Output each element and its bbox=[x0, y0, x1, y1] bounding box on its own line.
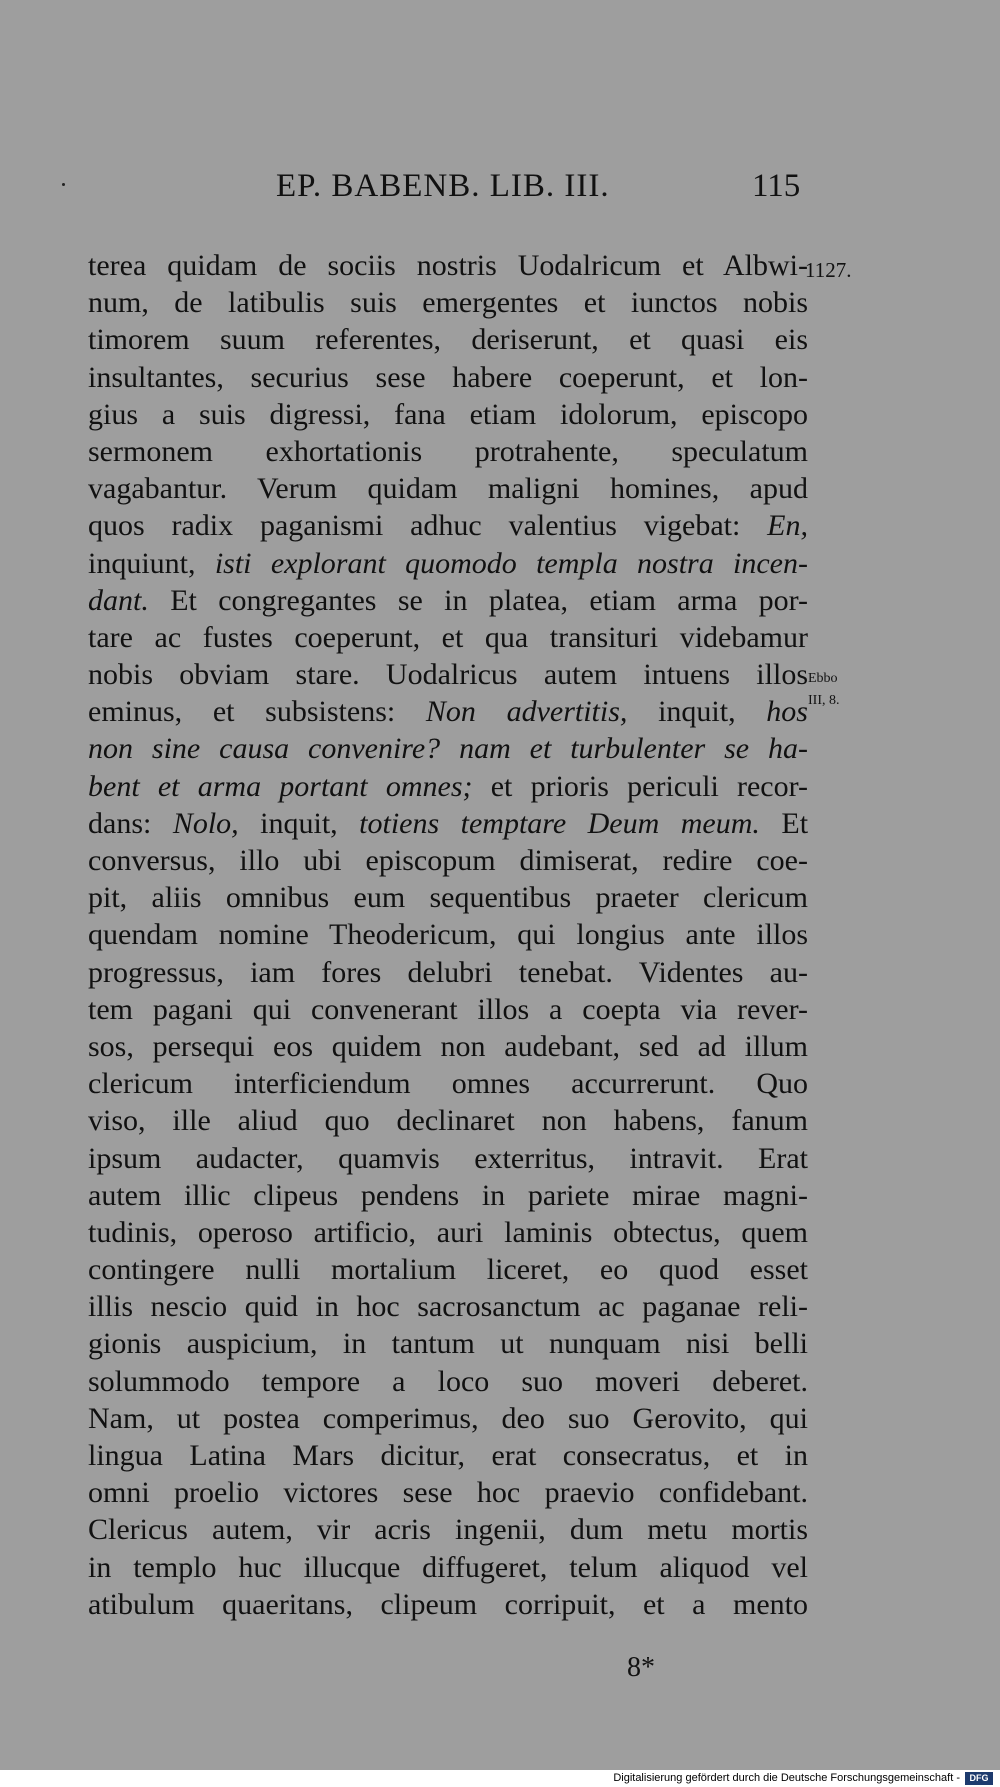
text-line: tem pagani qui convenerant illos a coepta via rever- bbox=[88, 992, 808, 1026]
text-line: in templo huc illucque diffugeret, telum aliquod vel bbox=[88, 1550, 808, 1584]
text-line: lingua Latina Mars dicitur, erat consecratus, et in bbox=[88, 1439, 808, 1472]
text-line bbox=[88, 693, 808, 730]
text-segment: quos radix paganismi adhuc valentius vigebat: bbox=[88, 509, 741, 543]
italic-segment: hos bbox=[766, 695, 808, 729]
text-line: atibulum quaeritans, clipeum corripuit, et a mento bbox=[88, 1587, 808, 1621]
footer-credit: Digitalisierung gefördert durch die Deutsche Forschungsgemeinschaft - bbox=[613, 1772, 960, 1784]
margin-source-reference bbox=[808, 668, 840, 712]
text-segment: et prioris periculi recor- bbox=[490, 769, 808, 803]
text-line: Clericus autem, vir acris ingenii, dum metu mortis bbox=[88, 1513, 808, 1547]
text-line: gius a suis digressi, fana etiam idolorum, episcopo bbox=[88, 397, 808, 431]
text-line: quendam nomine Theodericum, qui longius ante illos bbox=[88, 918, 808, 952]
text-segment: inquit, bbox=[260, 806, 338, 840]
text-line bbox=[88, 582, 808, 619]
text-line bbox=[88, 507, 808, 544]
text-line: timorem suum referentes, deriserunt, et quasi eis bbox=[88, 323, 808, 357]
text-line: nobis obviam stare. Uodalricus autem intuens illos bbox=[88, 658, 808, 692]
text-segment: Et congregantes se in platea, etiam arma por- bbox=[170, 583, 808, 617]
margin-year-note: 1127. bbox=[805, 258, 852, 282]
text-segment: inquit, bbox=[658, 695, 736, 729]
text-line: solummodo tempore a loco suo moveri deberet. bbox=[88, 1364, 808, 1398]
text-line: sos, persequi eos quidem non audebant, sed ad illum bbox=[88, 1029, 808, 1063]
margin-source-chapter: III, 8. bbox=[808, 693, 840, 708]
text-line: insultantes, securius sese habere coeperunt, et lon- bbox=[88, 360, 808, 394]
text-line: num, de latibulis suis emergentes et iunctos nobis bbox=[88, 286, 808, 320]
italic-segment: bent et arma portant omnes; bbox=[88, 769, 473, 803]
text-line: progressus, iam fores delubri tenebat. Videntes au- bbox=[88, 955, 808, 989]
margin-source-name: Ebbo bbox=[808, 671, 838, 686]
text-line: conversus, illo ubi episcopum dimiserat, redire coe- bbox=[88, 844, 808, 877]
signature-mark: 8* bbox=[627, 1652, 655, 1683]
text-line: ipsum audacter, quamvis exterritus, intravit. Erat bbox=[88, 1141, 808, 1175]
text-line: vagabantur. Verum quidam maligni homines, apud bbox=[88, 472, 808, 506]
body-text bbox=[88, 247, 808, 1623]
text-line: autem illic clipeus pendens in pariete mirae magni- bbox=[88, 1178, 808, 1212]
running-title: EP. BABENB. LIB. III. bbox=[276, 168, 610, 204]
text-segment: Et bbox=[781, 806, 809, 840]
dfg-logo-icon: DFG bbox=[965, 1772, 993, 1785]
text-line bbox=[88, 545, 808, 582]
italic-segment: En, bbox=[767, 509, 808, 543]
text-line: tare ac fustes coeperunt, et qua transituri videbamur bbox=[88, 620, 808, 654]
italic-segment: dant. bbox=[88, 583, 149, 617]
text-segment: inquiunt, bbox=[88, 546, 196, 580]
text-line: terea quidam de sociis nostris Uodalricum et Albwi- bbox=[88, 249, 808, 282]
text-line: clericum interficiendum omnes accurrerunt. Quo bbox=[88, 1067, 808, 1101]
text-line bbox=[88, 805, 808, 842]
text-line: contingere nulli mortalium liceret, eo quod esset bbox=[88, 1253, 808, 1287]
text-line: omni proelio victores sese hoc praevio confidebant. bbox=[88, 1476, 808, 1510]
italic-segment: Non advertitis, bbox=[425, 695, 628, 729]
text-line: gionis auspicium, in tantum ut nunquam nisi belli bbox=[88, 1327, 808, 1361]
italic-segment: totiens temptare Deum meum. bbox=[359, 806, 760, 840]
text-line: viso, ille aliud quo declinaret non habens, fanum bbox=[88, 1104, 808, 1138]
text-line: sermonem exhortationis protrahente, speculatum bbox=[88, 434, 808, 468]
text-line: tudinis, operoso artificio, auri laminis obtectus, quem bbox=[88, 1215, 808, 1249]
italic-segment: non sine causa convenire? nam et turbulenter se ha- bbox=[88, 732, 808, 766]
page-header bbox=[0, 168, 1000, 212]
text-line bbox=[88, 730, 808, 767]
page-number: 115 bbox=[752, 168, 801, 204]
text-line bbox=[88, 768, 808, 805]
text-line: pit, aliis omnibus eum sequentibus praeter clericum bbox=[88, 881, 808, 915]
italic-segment: Nolo, bbox=[172, 806, 239, 840]
text-line: illis nescio quid in hoc sacrosanctum ac paganae reli- bbox=[88, 1290, 808, 1324]
text-line: Nam, ut postea comperimus, deo suo Gerovito, qui bbox=[88, 1401, 808, 1435]
text-segment: eminus, et subsistens: bbox=[88, 695, 396, 729]
italic-segment: isti explorant quomodo templa nostra incen- bbox=[214, 546, 808, 580]
text-segment: dans: bbox=[88, 806, 152, 840]
